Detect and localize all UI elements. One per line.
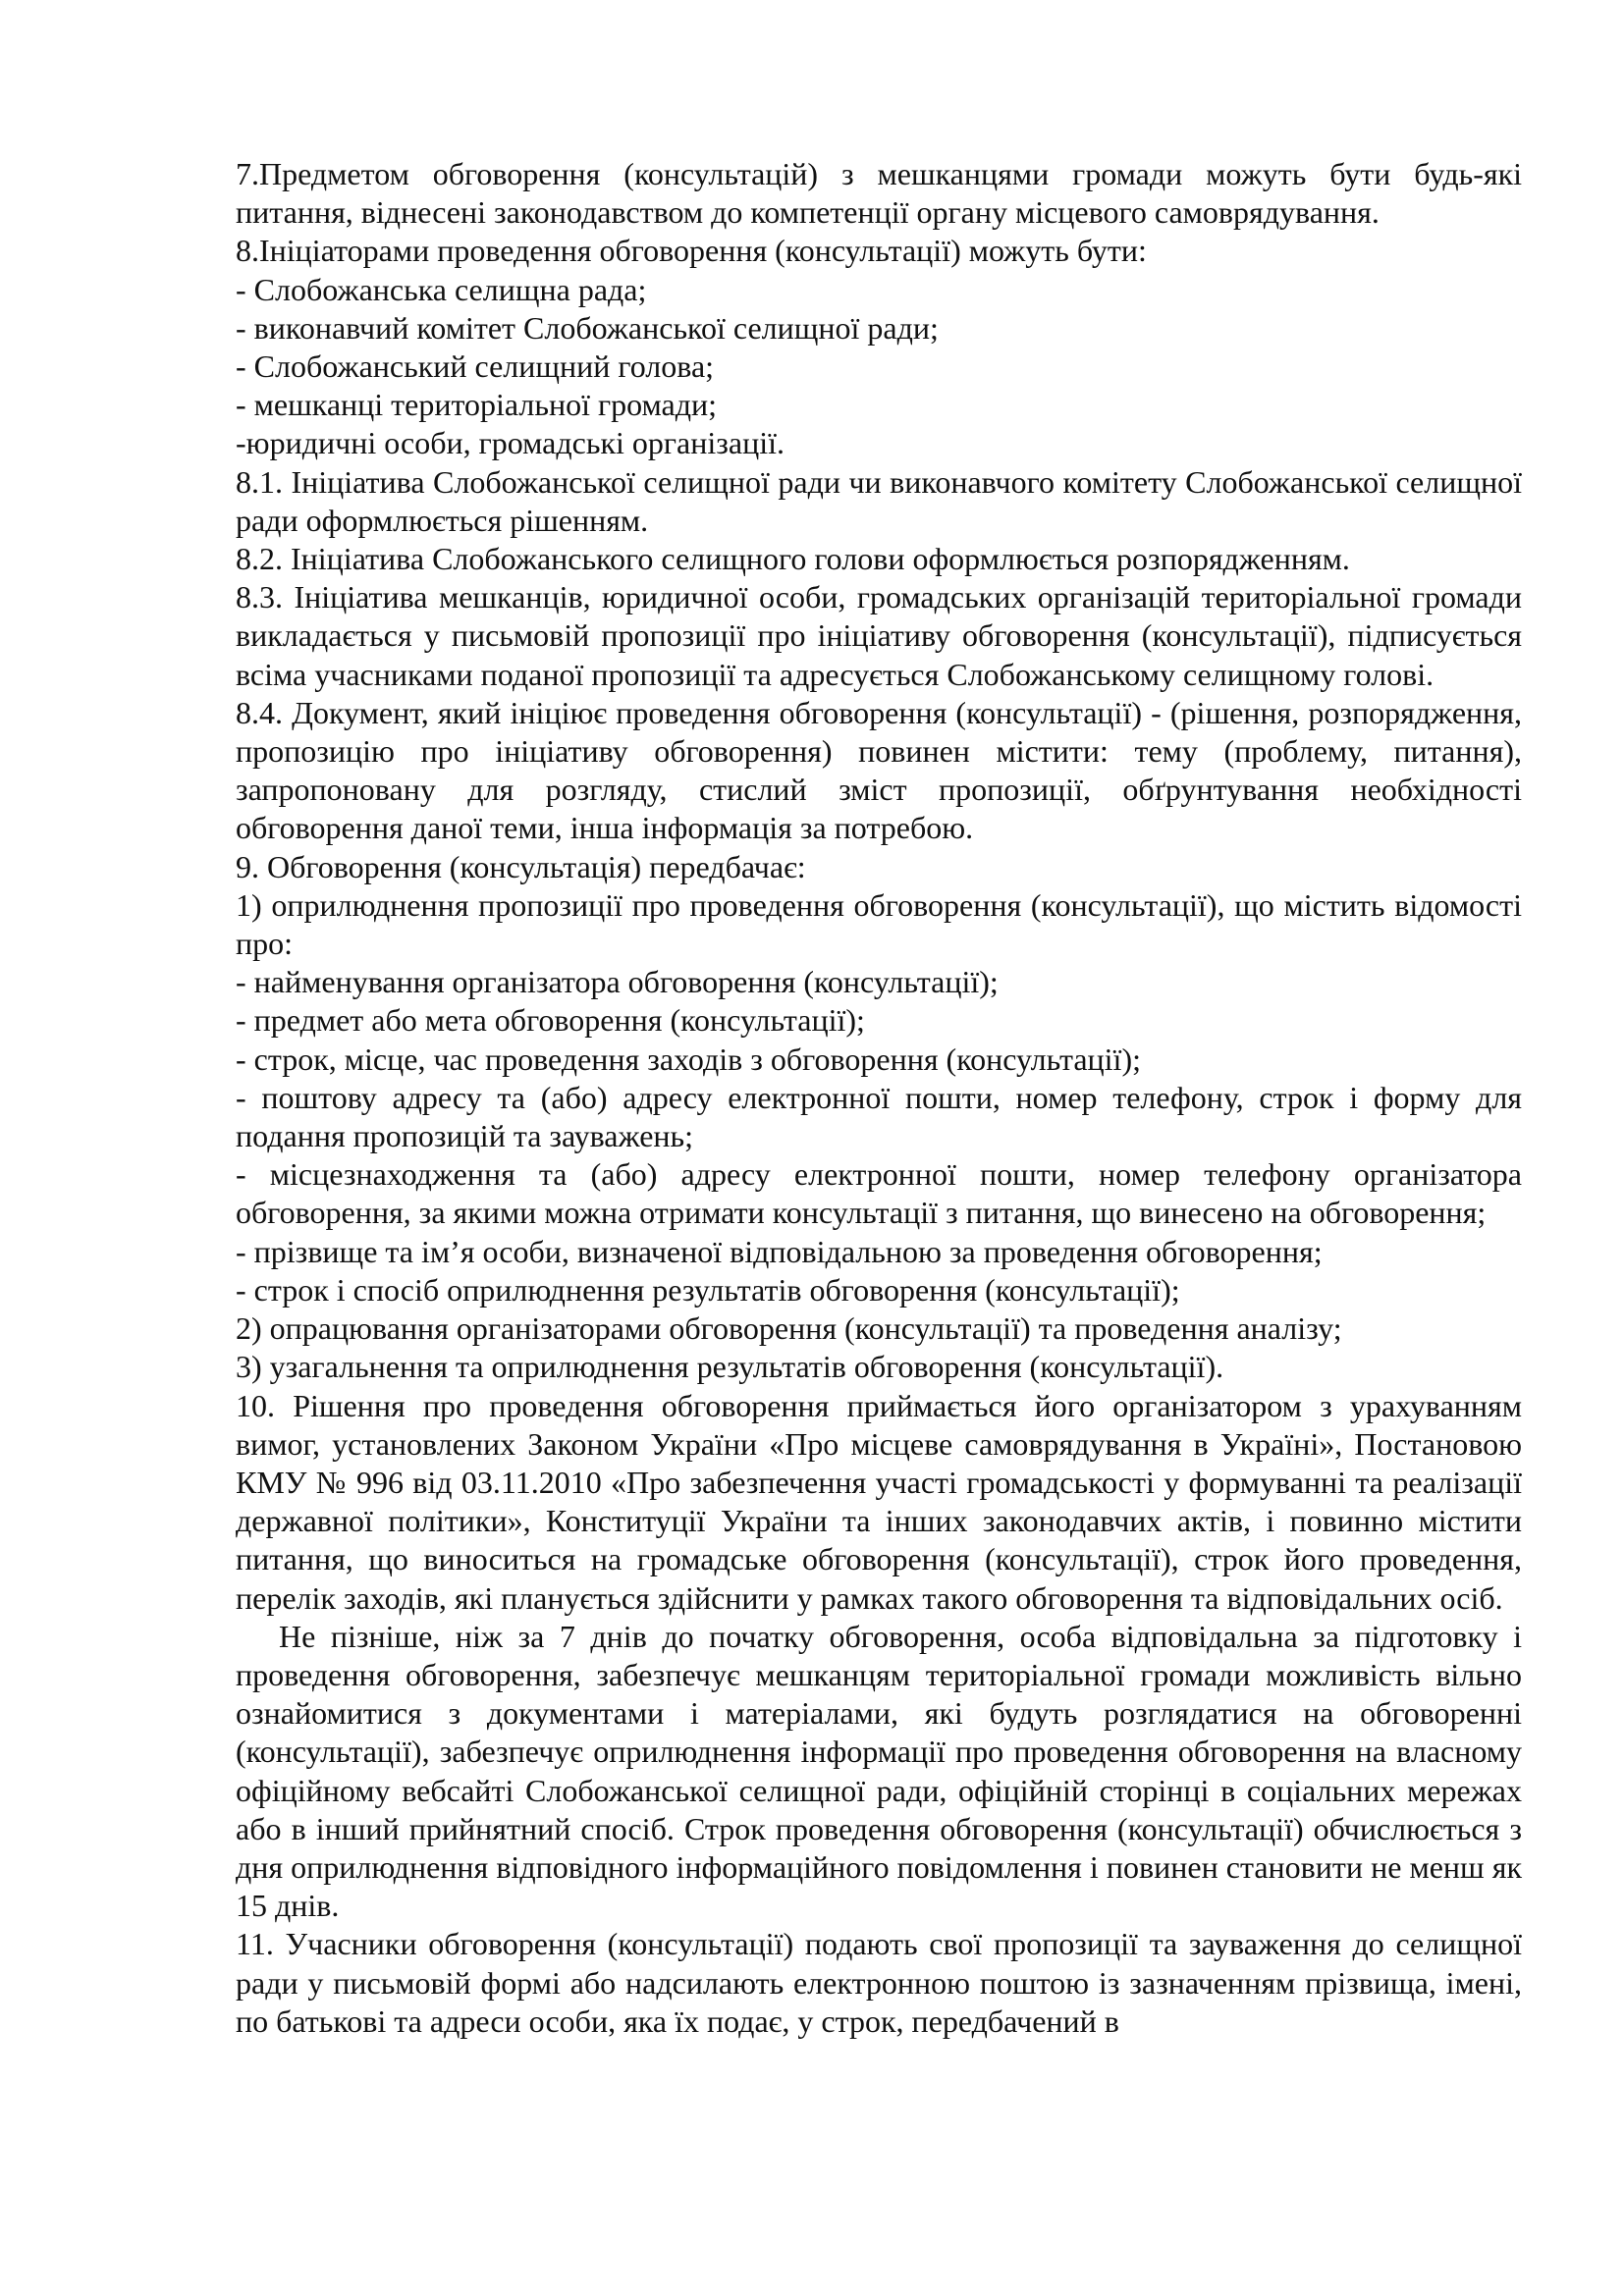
paragraph-8: 8.Ініціаторами проведення обговорення (консультації) можуть бути: [236, 233, 1147, 269]
paragraph-8-3: 8.3. Ініціатива мешканців, юридичної особи, громадських організацій територіальної громади викладається у письмовій пропозиції про ініціативу обговорення (консультації), підписується всіма учасниками поданої пропозиції та адресується Слобожанському селищному голові. [236, 579, 1522, 692]
paragraph-10-notice: Не пізніше, ніж за 7 днів до початку обговорення, особа відповідальна за підготовку і проведення обговорення, забезпечує мешканцям територіальної громади можливість вільно ознайомитися з документами і матеріалами, які будуть розглядатися на обговоренні (консультації), забезпечує оприлюднення інформації про проведення обговорення на власному офіційному вебсайті Слобожанської селищної ради, офіційній сторінці в соціальних мережах або в інший прийнятний спосіб. Строк проведення обговорення (консультації) обчислюється з дня оприлюднення відповідного інформаційного повідомлення і повинен становити не менш як 15 днів. [236, 1618, 1522, 1924]
list-item: - поштову адресу та (або) адресу електронної пошти, номер телефону, строк і форму для подання пропозицій та зауважень; [236, 1079, 1522, 1154]
list-item: - мешканці територіальної громади; [236, 387, 718, 423]
list-item: - місцезнаходження та (або) адресу електронної пошти, номер телефону організатора обговорення, за якими можна отримати консультації з питання, що винесено на обговорення; [236, 1156, 1522, 1231]
paragraph-9-1: 1) оприлюднення пропозиції про проведення обговорення (консультації), що містить відомості про: [236, 886, 1522, 962]
list-item: - строк, місце, час проведення заходів з обговорення (консультації); [236, 1041, 1141, 1077]
list-item: - Слобожанський селищний голова; [236, 348, 715, 385]
list-item: - Слобожанська селищна рада; [236, 271, 647, 307]
paragraph-7: 7.Предметом обговорення (консультацій) з мешканцями громади можуть бути будь-які питання, віднесені законодавством до компетенції органу місцевого самоврядування. [236, 156, 1522, 231]
paragraph-9-2: 2) опрацювання організаторами обговорення (консультації) та проведення аналізу; [236, 1310, 1342, 1347]
document-page [236, 155, 1522, 2041]
list-item: - предмет або мета обговорення (консультації); [236, 1002, 865, 1039]
paragraph-11: 11. Учасники обговорення (консультації) подають свої пропозиції та зауваження до селищної ради у письмовій формі або надсилають електронною поштою із зазначенням прізвища, імені, по батькові та адреси особи, яка їх подає, у строк, передбачений в [236, 1926, 1522, 2039]
list-item: - виконавчий комітет Слобожанської селищної ради; [236, 309, 939, 346]
list-item: - строк і спосіб оприлюднення результатів обговорення (консультації); [236, 1271, 1180, 1308]
paragraph-10: 10. Рішення про проведення обговорення приймається його організатором з урахуванням вимог, установлених Законом України «Про місцеве самоврядування в Україні», Постановою КМУ № 996 від 03.11.2010 «Про забезпечення участі громадськості у формуванні та реалізації державної політики», Конституції України та інших законодавчих актів, і повинно містити питання, що виноситься на громадське обговорення (консультації), строк його проведення, перелік заходів, які планується здійснити у рамках такого обговорення та відповідальних осіб. [236, 1387, 1522, 1616]
list-item: - найменування організатора обговорення (консультації); [236, 964, 999, 1000]
paragraph-8-4: 8.4. Документ, який ініціює проведення обговорення (консультації) - (рішення, розпорядження, пропозицію про ініціативу обговорення) повинен містити: тему (проблему, питання), запропоновану для розгляду, стислий зміст пропозиції, обґрунтування необхідності обговорення даної теми, інша інформація за потребою. [236, 694, 1522, 846]
list-item: -юридичні особи, громадські організації. [236, 425, 785, 461]
paragraph-8-1: 8.1. Ініціатива Слобожанської селищної ради чи виконавчого комітету Слобожанської селищної ради оформлюється рішенням. [236, 463, 1522, 538]
list-item: - прізвище та ім’я особи, визначеної відповідальною за проведення обговорення; [236, 1233, 1323, 1269]
paragraph-9: 9. Обговорення (консультація) передбачає: [236, 848, 806, 884]
paragraph-8-2: 8.2. Ініціатива Слобожанського селищного голови оформлюється розпорядженням. [236, 541, 1350, 577]
paragraph-9-3: 3) узагальнення та оприлюднення результатів обговорення (консультації). [236, 1349, 1224, 1385]
